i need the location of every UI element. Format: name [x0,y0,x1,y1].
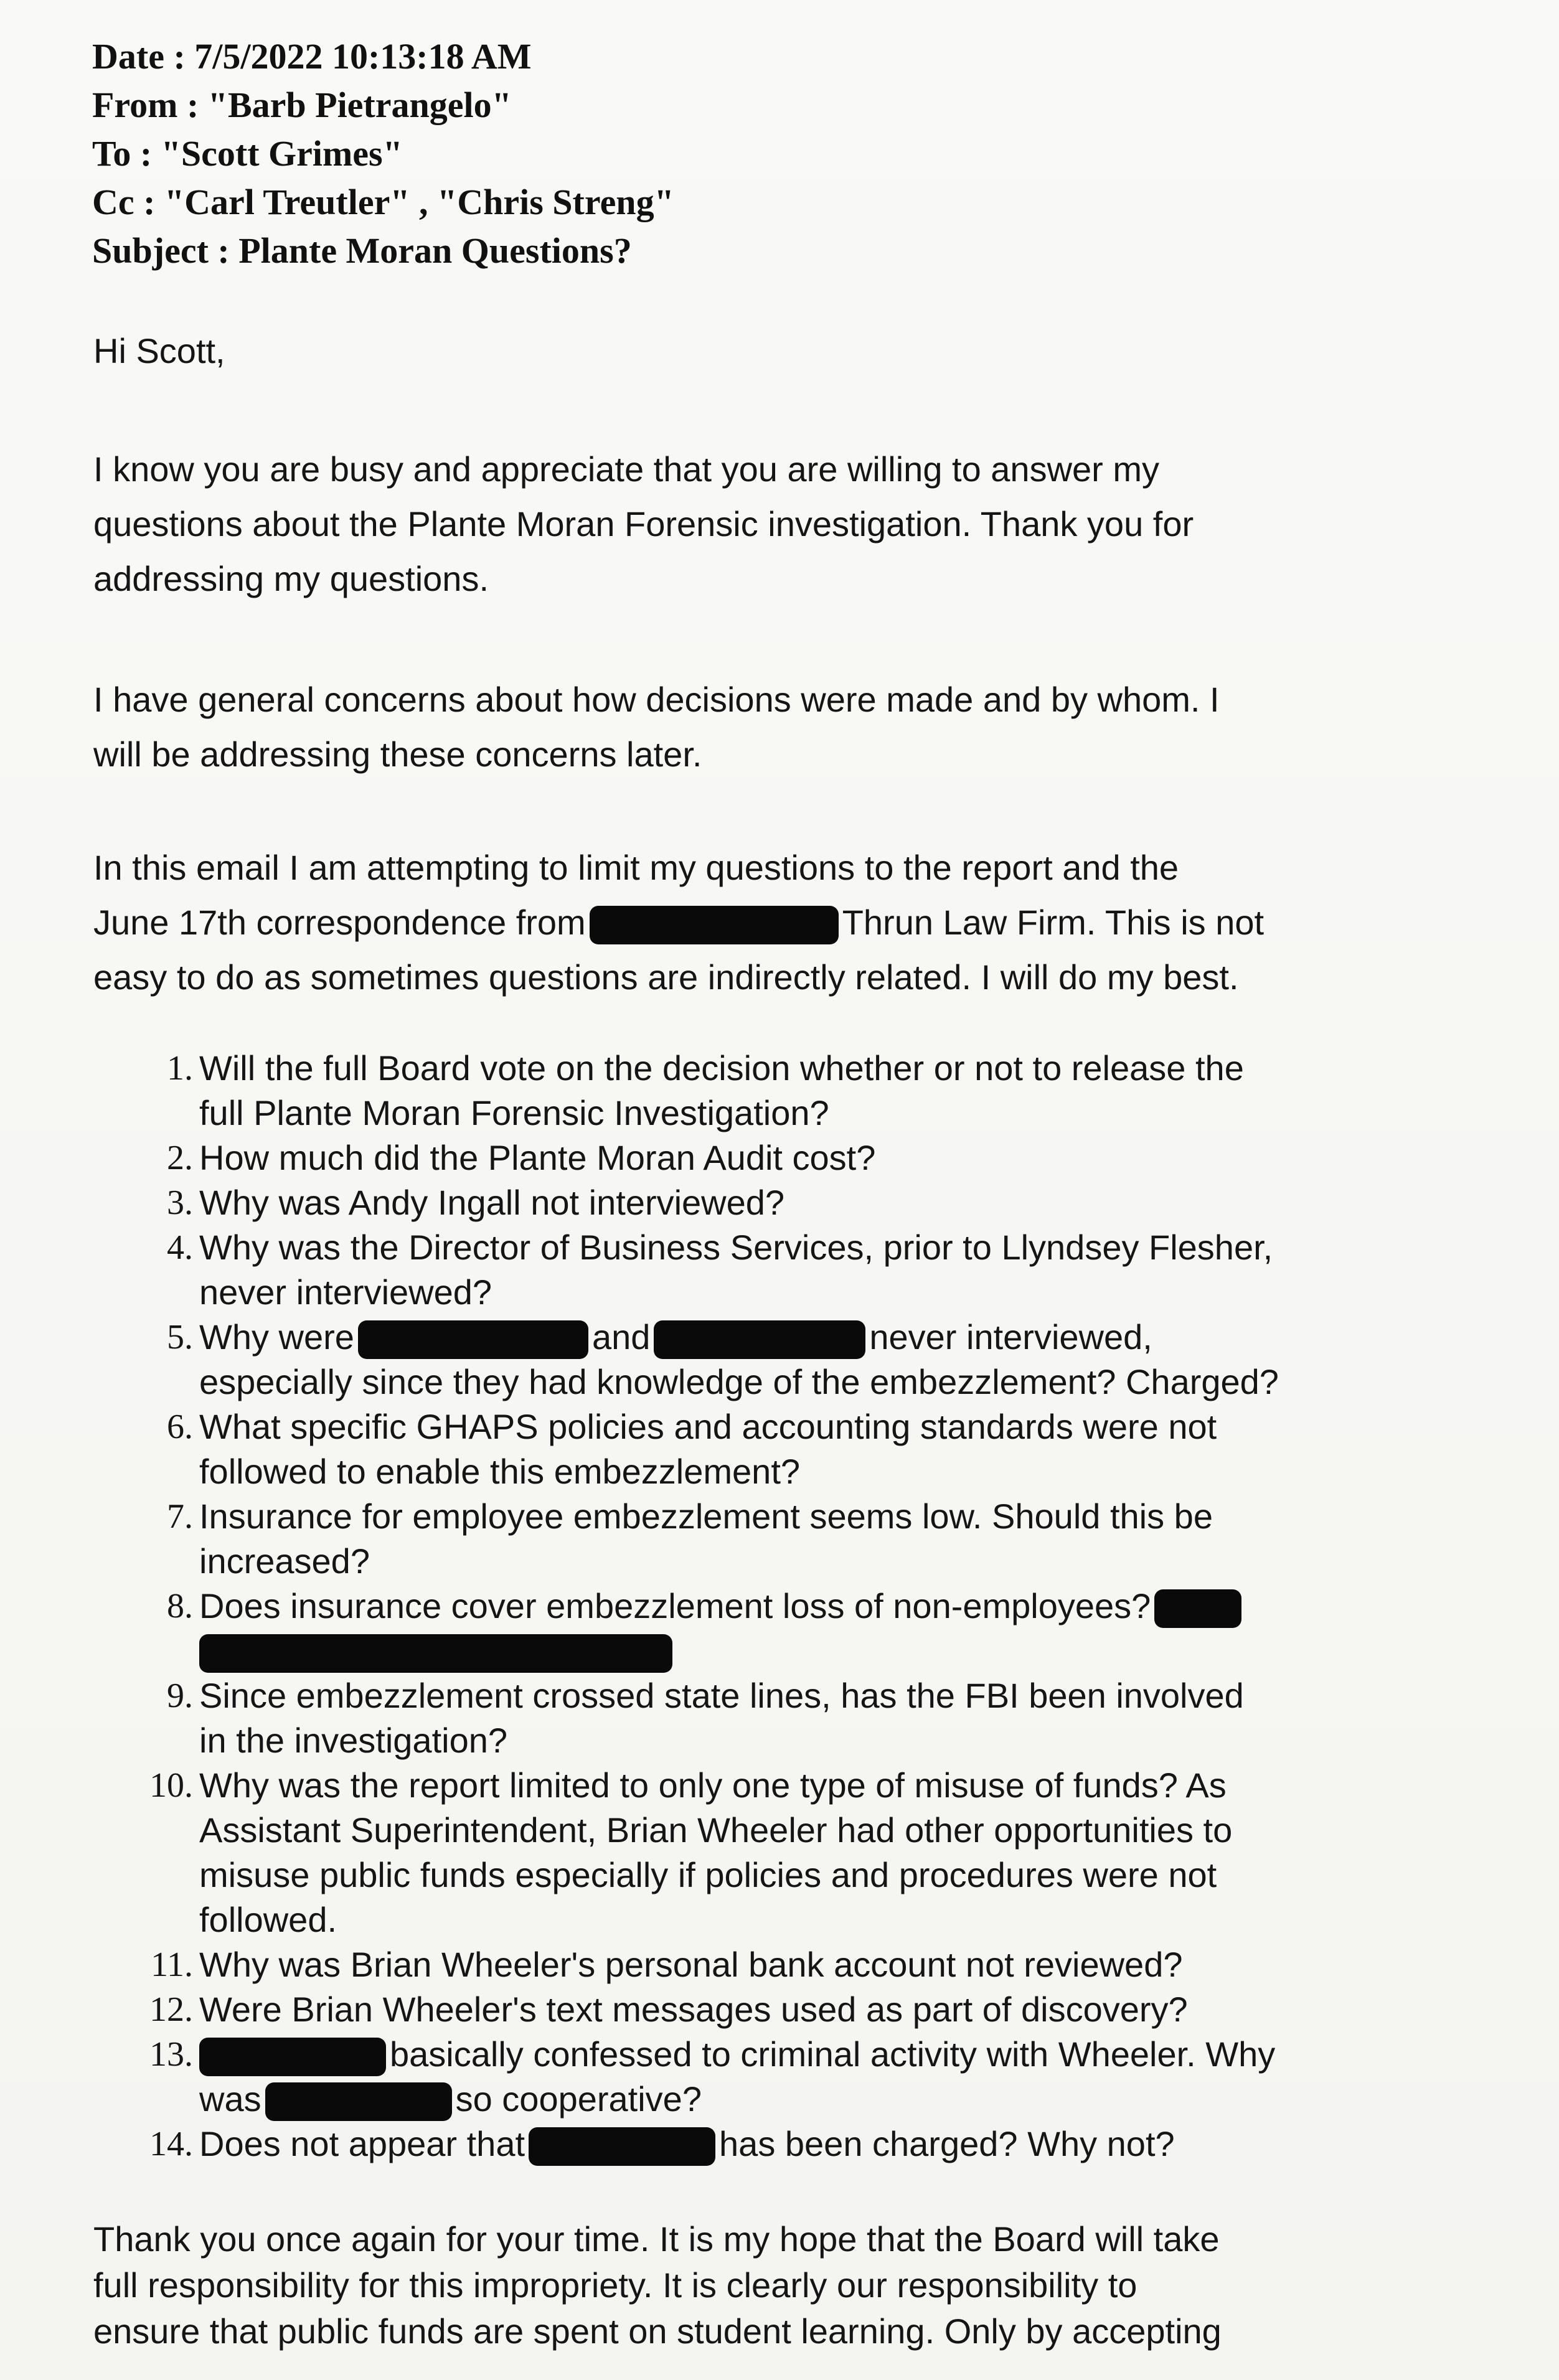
item-line: Were Brian Wheeler's text messages used as part of discovery? [199,1990,1188,2029]
item-line: How much did the Plante Moran Audit cost? [199,1138,876,1177]
item-line: followed to enable this embezzlement? [199,1452,801,1491]
header-subject: Subject : Plante Moran Questions? [92,230,632,271]
paragraph-line: ensure that public funds are spent on student learning. Only by accepting [93,2312,1222,2351]
item-number: 7. [167,1497,193,1536]
item-line: increased? [199,1541,370,1581]
item-line: Why was the report limited to only one type of misuse of funds? As [199,1766,1227,1805]
item-line [199,2122,1457,2166]
item-text: never interviewed, [869,1317,1152,1357]
paragraph-line: easy to do as sometimes questions are indirectly related. I will do my best. [93,957,1239,997]
item-line: Will the full Board vote on the decision whether or not to release the [199,1048,1244,1088]
paragraph-line: questions about the Plante Moran Forensic investigation. Thank you for [93,504,1194,543]
item-number: 1. [167,1049,193,1088]
item-line: Assistant Superintendent, Brian Wheeler had other opportunities to [199,1810,1233,1850]
list-item [125,2032,1457,2122]
item-line: misuse public funds especially if policies and procedures were not [199,1855,1217,1894]
item-number: 9. [167,1677,193,1715]
item-text: Does insurance cover embezzlement loss of non-employees? [199,1586,1151,1625]
paragraph-line: I have general concerns about how decisions were made and by whom. I [93,680,1220,719]
paragraph-text: June 17th correspondence from [93,903,586,942]
header-from: From : "Barb Pietrangelo" [92,85,512,125]
item-text: has been charged? Why not? [719,2124,1175,2163]
item-text: and [591,1317,651,1357]
item-number: 5. [167,1318,193,1357]
paragraph-line [93,895,1426,950]
item-line [199,2032,1457,2077]
item-line: full Plante Moran Forensic Investigation? [199,1093,829,1132]
paragraph-line: addressing my questions. [93,559,489,598]
redaction-block [654,1320,865,1359]
paragraph-line: I know you are busy and appreciate that you are willing to answer my [93,449,1160,489]
list-item [125,1180,1457,1225]
list-item [125,1763,1457,1942]
paragraph-line: Thank you once again for your time. It is my hope that the Board will take [93,2219,1220,2259]
item-text: basically confessed to criminal activity with Wheeler. Why [390,2034,1276,2074]
greeting-text: Hi Scott, [93,331,225,370]
item-number: 14. [149,2125,193,2163]
item-text: was [199,2079,261,2119]
paragraph-line: full responsibility for this impropriety. It is clearly our responsibility to [93,2265,1137,2305]
item-line: followed. [199,1900,337,1939]
list-item [125,1987,1457,2032]
list-item [125,1404,1457,1494]
item-line: Why was the Director of Business Services, prior to Llyndsey Flesher, [199,1228,1273,1267]
item-number: 6. [167,1408,193,1446]
list-item [125,1494,1457,1584]
list-item [125,1942,1457,1987]
item-line: Insurance for employee embezzlement seems low. Should this be [199,1497,1213,1536]
item-line: especially since they had knowledge of the embezzlement? Charged? [199,1362,1279,1401]
header-date: Date : 7/5/2022 10:13:18 AM [92,36,532,77]
paragraph-text: Thrun Law Firm. This is not [842,903,1265,942]
redaction-block [590,906,839,944]
redaction-block [199,2038,386,2076]
item-text: Why were [199,1317,354,1357]
list-item [125,1046,1457,1136]
item-line: Why was Andy Ingall not interviewed? [199,1183,785,1222]
redaction-block [358,1320,588,1359]
paragraph-3 [93,840,1426,1005]
question-list [125,1046,1457,2166]
closing-paragraph [93,2216,1426,2354]
item-number: 2. [167,1139,193,1177]
item-number: 11. [151,1945,193,1984]
list-item [125,1225,1457,1315]
list-item [125,1315,1457,1404]
item-number: 3. [167,1183,193,1222]
item-number: 4. [167,1228,193,1267]
redaction-block [265,2082,452,2121]
item-number: 12. [149,1990,193,2029]
list-item [125,2122,1457,2166]
item-line [199,1584,1457,1629]
item-line [199,1315,1457,1360]
list-item [125,1136,1457,1180]
item-number: 10. [149,1766,193,1805]
paragraph-line: will be addressing these concerns later. [93,735,702,774]
item-line: Since embezzlement crossed state lines, has the FBI been involved [199,1676,1244,1715]
item-number: 13. [149,2035,193,2074]
paragraph-2 [93,672,1426,782]
item-line: never interviewed? [199,1272,492,1312]
item-number: 8. [167,1587,193,1625]
list-item [125,1584,1457,1673]
email-header [92,32,674,275]
item-line: What specific GHAPS policies and accounting standards were not [199,1407,1217,1446]
header-cc: Cc : "Carl Treutler" , "Chris Streng" [92,182,674,222]
item-line: in the investigation? [199,1721,508,1760]
paragraph-line: In this email I am attempting to limit my questions to the report and the [93,848,1179,887]
item-line [199,2077,1457,2122]
item-line: Why was Brian Wheeler's personal bank account not reviewed? [199,1945,1183,1984]
item-line [199,1629,1457,1673]
greeting [93,324,1426,379]
redaction-block [1154,1589,1241,1628]
item-text: so cooperative? [455,2079,702,2119]
list-item [125,1673,1457,1763]
item-text: Does not appear that [199,2124,525,2163]
redaction-block [199,1634,672,1673]
paragraph-1 [93,442,1426,606]
redaction-block [529,2127,715,2166]
header-to: To : "Scott Grimes" [92,133,403,174]
